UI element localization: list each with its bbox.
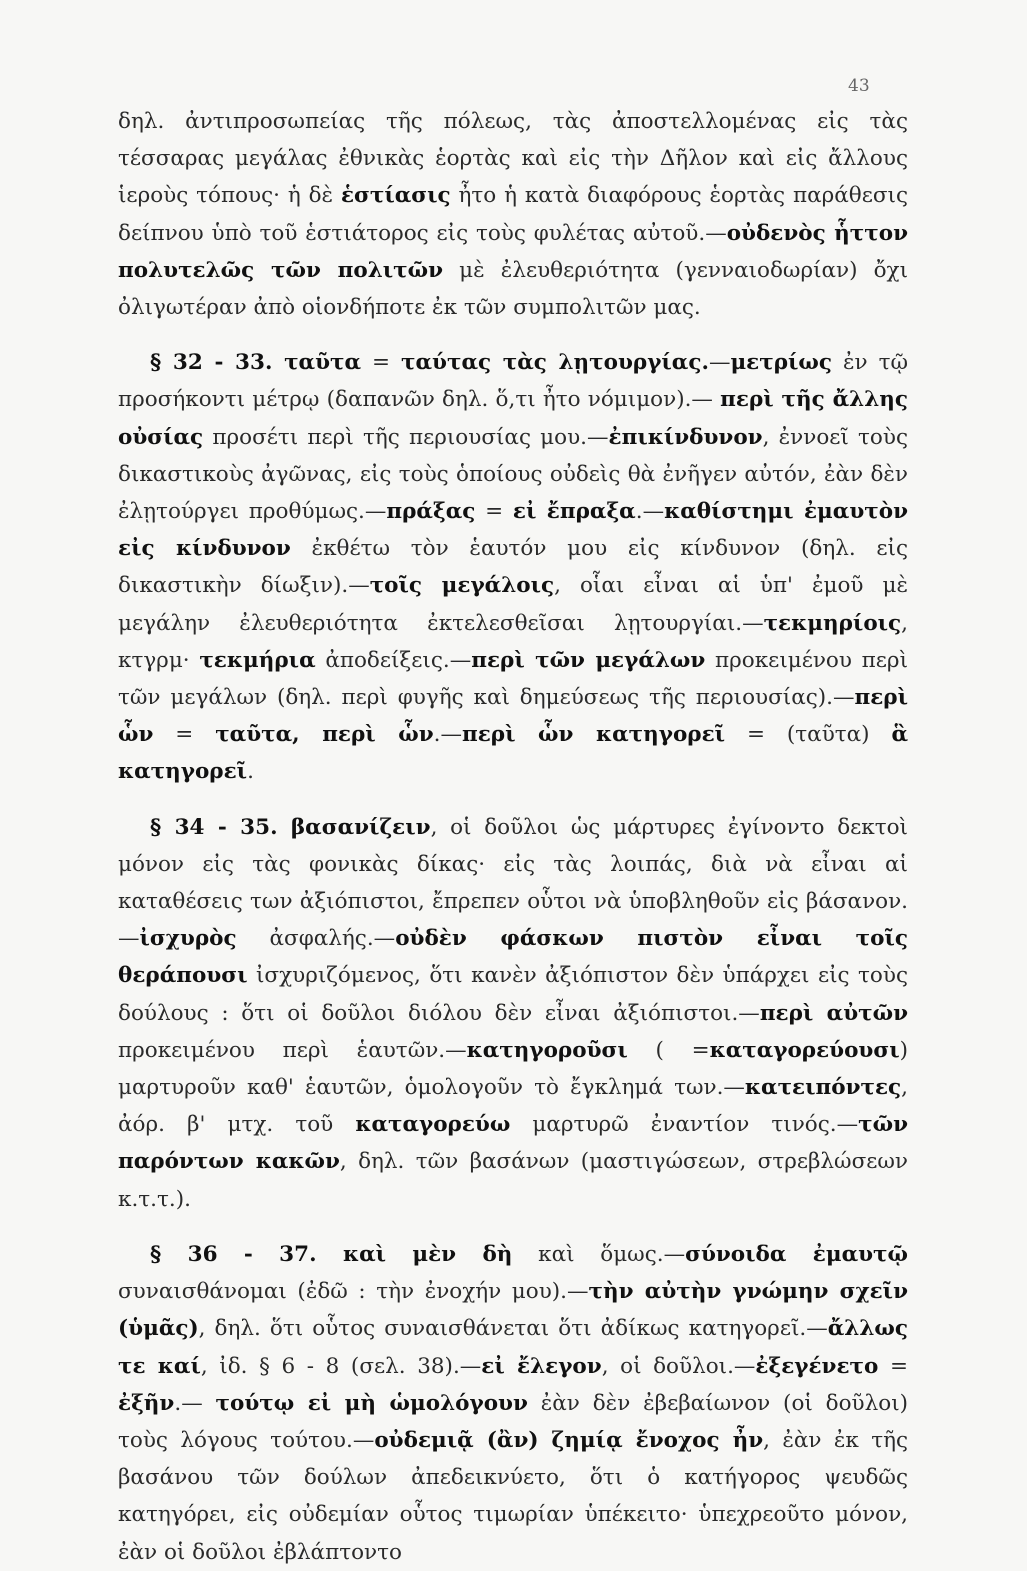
lemma-term: περὶ αὐτῶν [759, 1000, 908, 1026]
lemma-term: ταῦτα, περὶ ὧν [215, 722, 434, 748]
lemma-term: τῶν παρόντων κακῶν [118, 1112, 908, 1175]
paragraph-3 [118, 809, 908, 1218]
gloss-text: = [153, 722, 216, 748]
lemma-term: ἃ κατηγορεῖ [118, 722, 909, 785]
lemma-term: οὐδενὸς ἧττον πολυτελῶς τῶν πολιτῶν [118, 220, 909, 283]
commentary-text [118, 103, 908, 1571]
lemma-term: εἰ ἔπραξα [512, 499, 636, 525]
gloss-text: , οἱ δοῦλοι.— [601, 1353, 756, 1379]
lemma-term: τεκμηρίοις [763, 610, 902, 636]
lemma-term: τοῖς μεγάλοις [369, 573, 555, 599]
gloss-text: — [708, 350, 731, 376]
gloss-text: προκειμένου περὶ ἑαυτῶν.— [118, 1037, 467, 1063]
lemma-term: § 34 - 35. βασανίζειν [150, 814, 431, 840]
gloss-text: .— [174, 1390, 216, 1416]
lemma-term: πράξας [386, 499, 476, 525]
gloss-text: δηλ. ἀντιπροσωπείας τῆς πόλεως, τὰς ἀποστελλομένας εἰς τὰς τέσσαρας μεγάλας ἐθνικὰς ἑορτὰς καὶ εἰς τὴν Δῆλον καὶ εἰς ἄλλους ἱεροὺς τόπους· ἡ δὲ [118, 109, 908, 209]
lemma-term: ἐπικίνδυνον [608, 424, 763, 450]
gloss-text: ἐκθέτω τὸν ἑαυτόν μου εἰς κίνδυνον (δηλ. εἰς δικαστικὴν δίωξιν).— [118, 536, 908, 599]
lemma-term: καθίστημι ἐμαυτὸν εἰς κίνδυνον [118, 499, 908, 562]
lemma-term: κατειπόντες [744, 1075, 902, 1101]
gloss-text: . [247, 759, 254, 785]
gloss-text: καὶ ὅμως.— [512, 1241, 686, 1267]
lemma-term: καταγορεύω [355, 1112, 511, 1138]
gloss-text: προσέτι περὶ τῆς περιουσίας μου.— [203, 424, 609, 450]
lemma-term: περὶ ὧν κατηγορεῖ [462, 722, 726, 748]
lemma-term: § 36 - 37. καὶ μὲν δὴ [150, 1241, 513, 1267]
gloss-text: , κτγρμ· [118, 610, 908, 673]
lemma-term: ἰσχυρὸς [139, 926, 237, 952]
lemma-term: ἐξεγένετο [755, 1353, 879, 1379]
gloss-text: = [361, 350, 402, 376]
gloss-text: .— [635, 499, 665, 525]
page-number: 43 [848, 76, 870, 96]
gloss-text: ( = [627, 1037, 710, 1063]
lemma-term: περὶ τῆς ἄλλης οὐσίας [118, 387, 908, 450]
gloss-text: ) μαρτυροῦν καθ' ἑαυτῶν, ὁμολογοῦν τὸ ἔγκλημά των.— [118, 1037, 908, 1101]
lemma-term: εἰ ἔλεγον [481, 1353, 602, 1379]
lemma-term: τούτῳ εἰ μὴ ὡμολόγουν [215, 1390, 528, 1416]
lemma-term: καταγορεύουσι [709, 1037, 900, 1063]
lemma-term: τεκμήρια [199, 647, 316, 673]
gloss-text: ἀσφαλής.— [236, 926, 396, 952]
gloss-text: , ἐὰν ἐκ τῆς βασάνου τῶν δούλων ἀπεδεικνύετο, ὅτι ὁ κατήγορος ψευδῶς κατηγόρει, εἰς οὐδεμίαν οὗτος τιμωρίαν ὑπέκειτο· ὑπεχρεοῦτο μόνον, ἐὰν οἱ δοῦλοι ἐβλάπτοντο [118, 1427, 909, 1565]
lemma-term: ἑστίασις [340, 183, 451, 209]
gloss-text: ἀποδείξεις.— [315, 647, 472, 673]
gloss-text: = [475, 499, 513, 525]
gloss-text: , ἰδ. § 6 - 8 (σελ. 38).— [200, 1353, 482, 1379]
gloss-text: προκειμένου περὶ τῶν μεγάλων (δηλ. περὶ φυγῆς καὶ δημεύσεως τῆς περιουσίας).— [118, 647, 908, 711]
lemma-term: ἄλλως τε καί [118, 1316, 908, 1379]
lemma-term: § 32 - 33. ταῦτα [150, 350, 362, 376]
gloss-text: ἐὰν δὲν ἐβεβαίωνον (οἱ δοῦλοι) τοὺς λόγους τούτου.— [118, 1390, 909, 1453]
lemma-term: ταύτας τὰς λῃτουργίας. [401, 350, 709, 376]
lemma-term: ἐξῆν [118, 1390, 175, 1416]
gloss-text: ἰσχυριζόμενος, ὅτι κανὲν ἀξιόπιστον δὲν ὑπάρχει εἰς τοὺς δούλους : ὅτι οἱ δοῦλοι διόλου δὲν εἶναι ἀξιόπιστοι.— [118, 963, 908, 1026]
gloss-text: .— [433, 722, 462, 748]
lemma-term: περὶ ὧν [118, 685, 908, 748]
gloss-text: , δηλ. τῶν βασάνων (μαστιγώσεων, στρεβλώσεων κ.τ.τ.). [118, 1149, 908, 1212]
gloss-text: ἦτο ἡ κατὰ διαφόρους ἑορτὰς παράθεσις δείπνου ὑπὸ τοῦ ἑστιάτορος εἰς τοὺς φυλέτας αὐτοῦ.— [118, 183, 908, 246]
gloss-text: = [878, 1353, 908, 1379]
gloss-text: συναισθάνομαι (ἐδῶ : τὴν ἐνοχήν μου).— [118, 1279, 589, 1305]
paragraph-1 [118, 103, 908, 326]
paragraph-4 [118, 1236, 908, 1571]
paragraph-2 [118, 344, 908, 790]
lemma-term: οὐδὲν φάσκων πιστὸν εἶναι τοῖς θεράπουσι [118, 926, 908, 989]
gloss-text: , δηλ. ὅτι οὗτος συναισθάνεται ὅτι ἀδίκως κατηγορεῖ.— [198, 1316, 828, 1342]
gloss-text: , οἷαι εἶναι αἱ ὑπ' ἐμοῦ μὲ μεγάλην ἐλευθεριότητα ἐκτελεσθεῖσαι λῃτουργίαι.— [118, 573, 908, 636]
lemma-term: τὴν αὐτὴν γνώμην σχεῖν (ὑμᾶς) [118, 1279, 909, 1342]
gloss-text: ἐν τῷ προσήκοντι μέτρῳ (δαπανῶν δηλ. ὅ,τι ἦτο νόμιμον).— [118, 350, 909, 413]
gloss-text: , ἀόρ. β' μτχ. τοῦ [118, 1075, 908, 1138]
lemma-term: σύνοιδα ἐμαυτῷ [685, 1241, 908, 1267]
gloss-text: μαρτυρῶ ἐναντίον τινός.— [510, 1112, 859, 1138]
lemma-term: μετρίως [730, 350, 832, 376]
lemma-term: κατηγοροῦσι [466, 1037, 628, 1063]
gloss-text: = (ταῦτα) [725, 722, 892, 748]
lemma-term: οὐδεμιᾷ (ἂν) ζημίᾳ ἔνοχος ἦν [374, 1427, 764, 1453]
gloss-text: , ἐννοεῖ τοὺς δικαστικοὺς ἀγῶνας, εἰς τοὺς ὁποίους οὐδεὶς θὰ ἐνῆγεν αὐτόν, ἐὰν δὲν ἐλῃτούργει προθύμως.— [118, 424, 908, 525]
lemma-term: περὶ τῶν μεγάλων [471, 647, 706, 673]
gloss-text: , οἱ δοῦλοι ὡς μάρτυρες ἐγίνοντο δεκτοὶ μόνον εἰς τὰς φονικὰς δίκας· εἰς τὰς λοιπάς, διὰ νὰ εἶναι αἱ καταθέσεις των ἀξιόπιστοι, ἔπρεπεν οὗτοι νὰ ὑποβληθοῦν εἰς βάσανον.— [118, 814, 908, 952]
gloss-text: μὲ ἐλευθεριότητα (γενναιοδωρίαν) ὄχι ὀλιγωτέραν ἀπὸ οἱονδήποτε ἐκ τῶν συμπολιτῶν μας. [118, 257, 908, 321]
